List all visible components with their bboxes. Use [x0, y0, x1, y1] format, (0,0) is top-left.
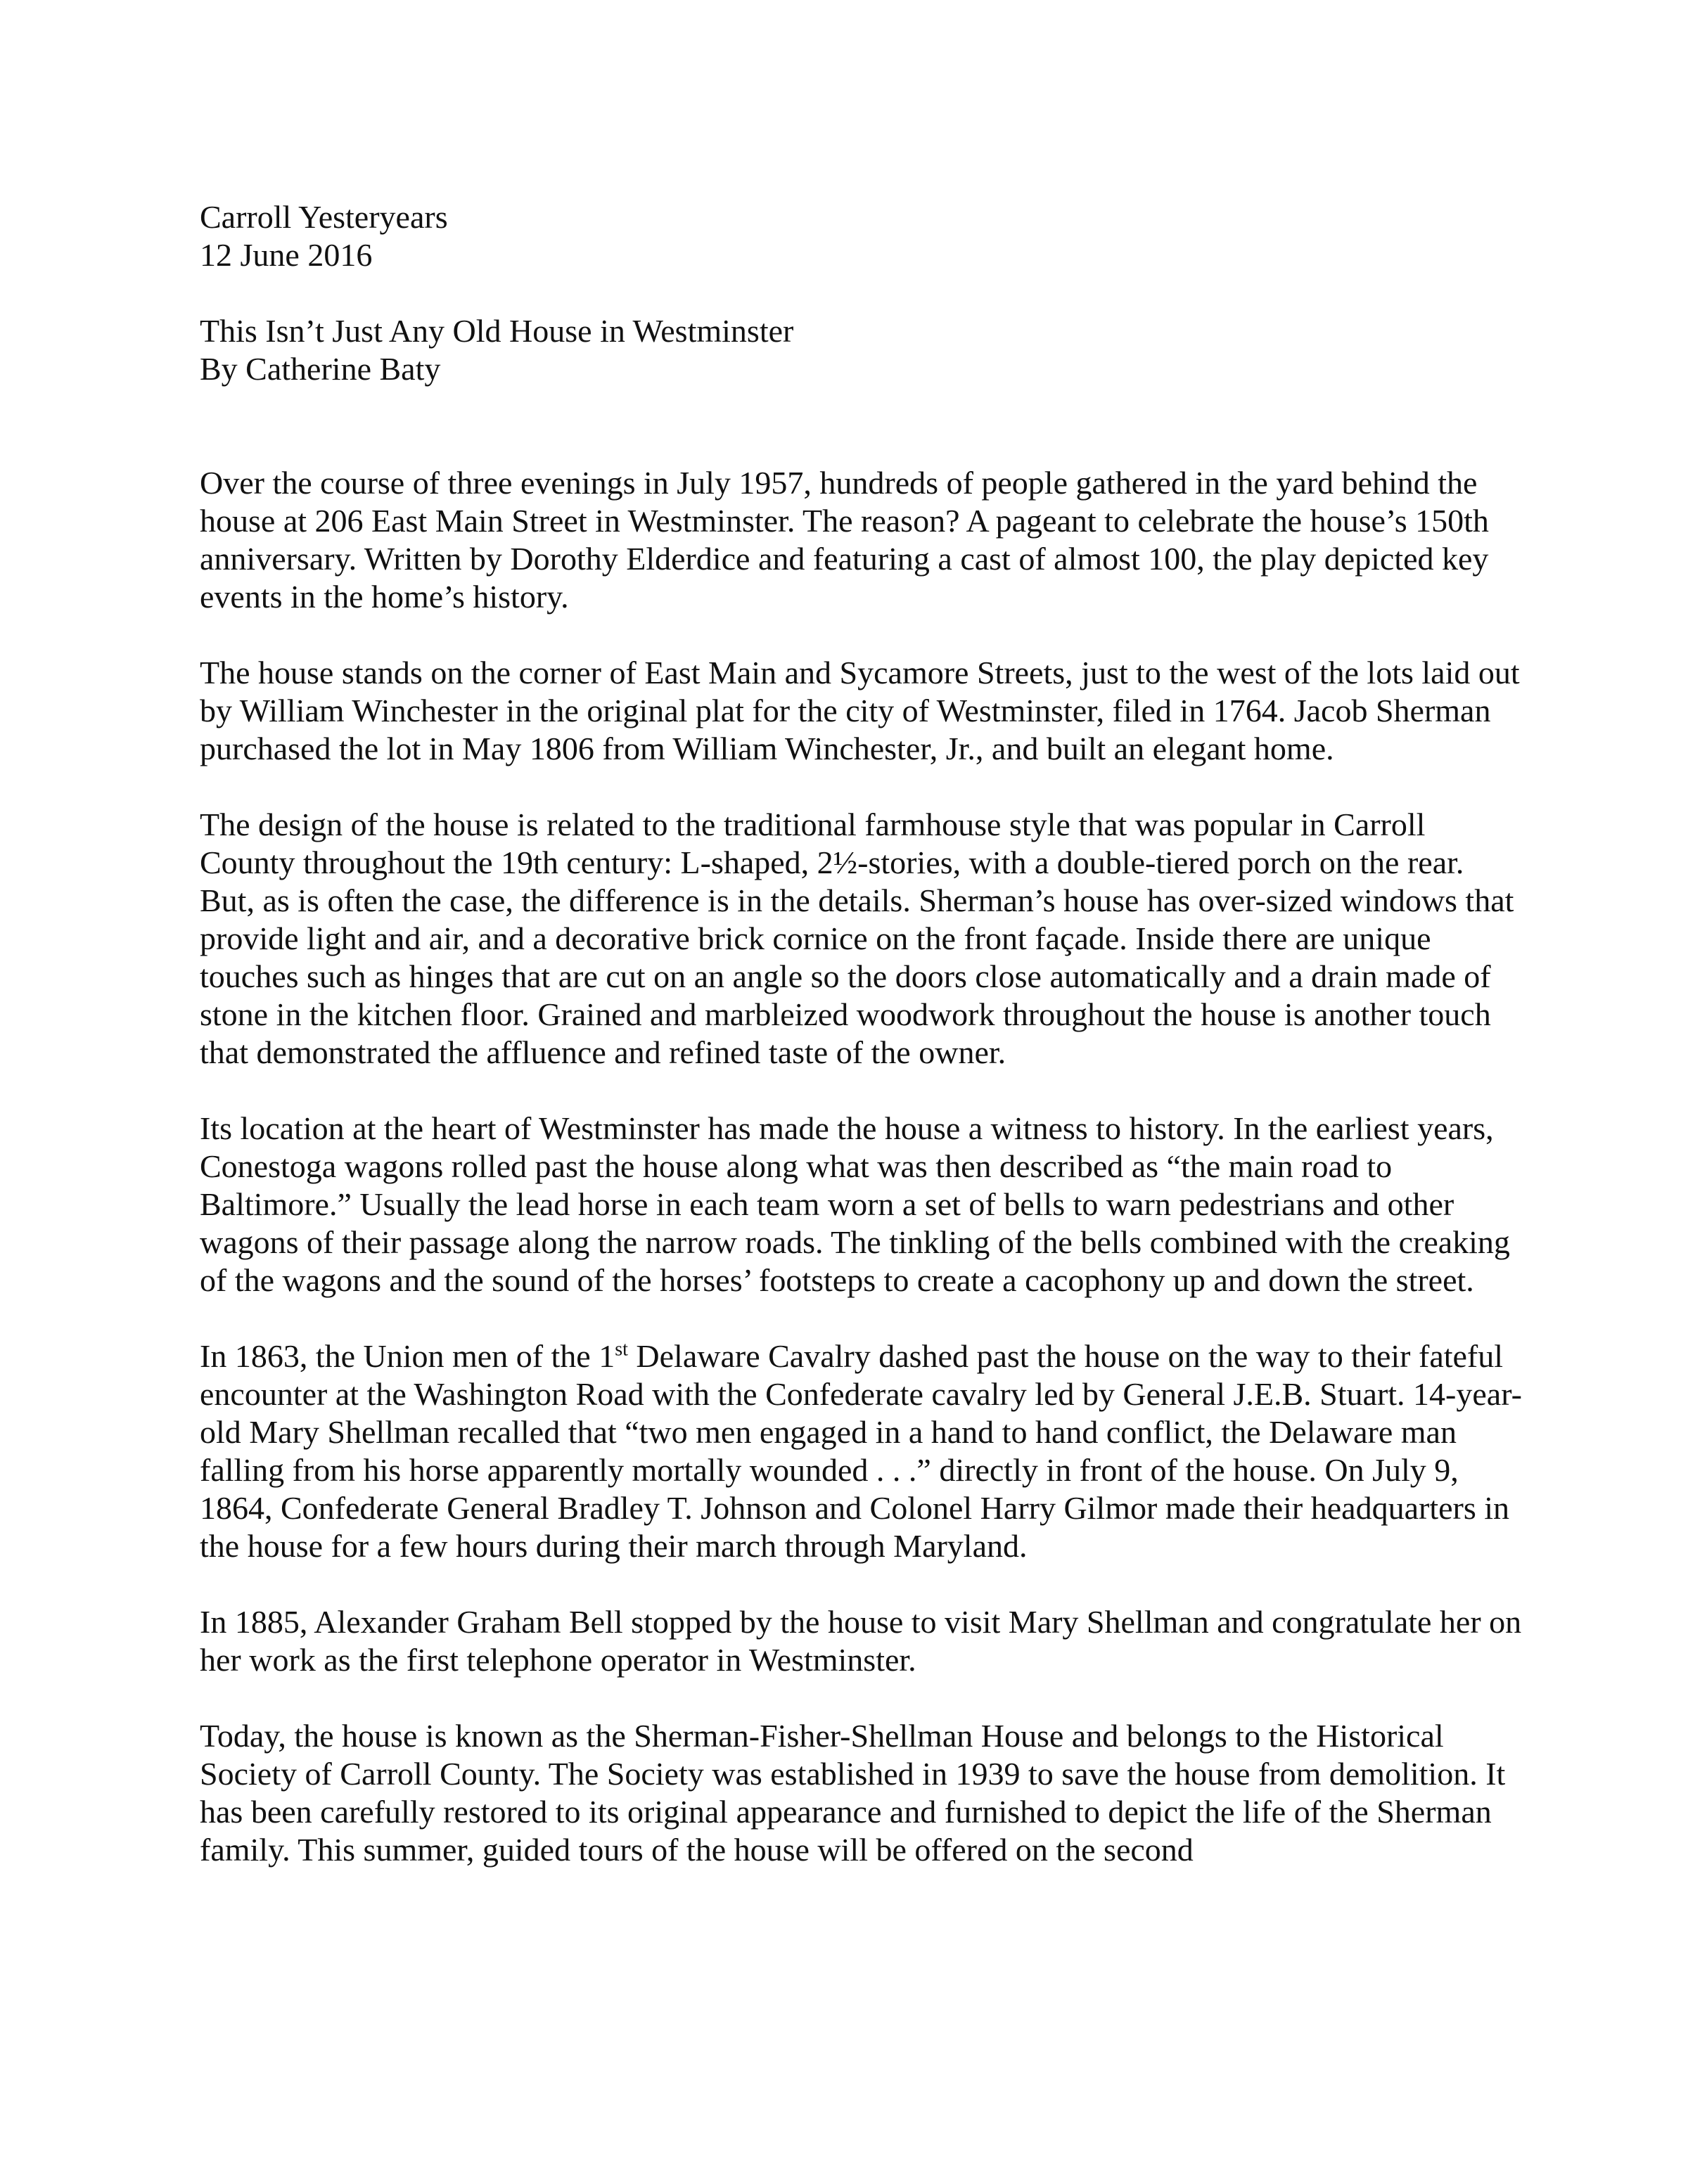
- paragraph-7: Today, the house is known as the Sherman-Fisher-Shellman House and belongs to the Historical Society of Carroll County. The Society was established in 1939 to save the house from demolition. It has been carefully restored to its original appearance and furnished to depict the life of the Sherman family. This summer, guided tours of the house will be offered on the second: [200, 1718, 1506, 1868]
- paragraph-5-rest: Delaware Cavalry dashed past the house on the way to their fateful encounter at the Washington Road with the Confederate cavalry led by General J.E.B. Stuart. 14-year-old Mary Shellman recalled that “two men engaged in a hand to hand conflict, the Delaware man falling from his horse apparently mortally wounded . . .” directly in front of the house. On July 9, 1864, Confederate General Bradley T. Johnson and Colonel Harry Gilmor made their headquarters in the house for a few hours during their march through Maryland.: [200, 1338, 1522, 1564]
- paragraph-5-start: In 1863, the Union men of the 1: [200, 1338, 615, 1374]
- ordinal-superscript: st: [615, 1338, 628, 1361]
- publication-name: Carroll Yesteryears: [200, 199, 448, 235]
- article-body: [200, 198, 1522, 1907]
- paragraph-1: Over the course of three evenings in July 1957, hundreds of people gathered in the yard behind the house at 206 East Main Street in Westminster. The reason? A pageant to celebrate the house’s 150th anniversary. Written by Dorothy Elderdice and featuring a cast of almost 100, the play depicted key events in the home’s history.: [200, 465, 1489, 615]
- article-byline: By Catherine Baty: [200, 351, 441, 387]
- paragraph-4: Its location at the heart of Westminster has made the house a witness to history. In the earliest years, Conestoga wagons rolled past the house along what was then described as “the main road to Baltimore.” Usually the lead horse in each team worn a set of bells to warn pedestrians and other wagons of their passage along the narrow roads. The tinkling of the bells combined with the creaking of the wagons and the sound of the horses’ footsteps to create a cacophony up and down the street.: [200, 1110, 1510, 1298]
- article-title: This Isn’t Just Any Old House in Westminster: [200, 313, 794, 349]
- paragraph-6: In 1885, Alexander Graham Bell stopped by the house to visit Mary Shellman and congratulate her on her work as the first telephone operator in Westminster.: [200, 1604, 1522, 1678]
- document-header: [200, 198, 1522, 274]
- paragraph-5: [200, 1337, 1522, 1565]
- publication-date: 12 June 2016: [200, 237, 373, 273]
- paragraph-3: The design of the house is related to the traditional farmhouse style that was popular in Carroll County throughout the 19th century: L-shaped, 2½-stories, with a double-tiered porch on the rear. But, as is often the case, the difference is in the details. Sherman’s house has over-sized windows that provide light and air, and a decorative brick cornice on the front façade. Inside there are unique touches such as hinges that are cut on an angle so the doors close automatically and a drain made of stone in the kitchen floor. Grained and marbleized woodwork throughout the house is another touch that demonstrated the affluence and refined taste of the owner.: [200, 807, 1514, 1070]
- article-heading: [200, 312, 1522, 388]
- paragraph-2: The house stands on the corner of East Main and Sycamore Streets, just to the west of the lots laid out by William Winchester in the original plat for the city of Westminster, filed in 1764. Jacob Sherman purchased the lot in May 1806 from William Winchester, Jr., and built an elegant home.: [200, 655, 1520, 766]
